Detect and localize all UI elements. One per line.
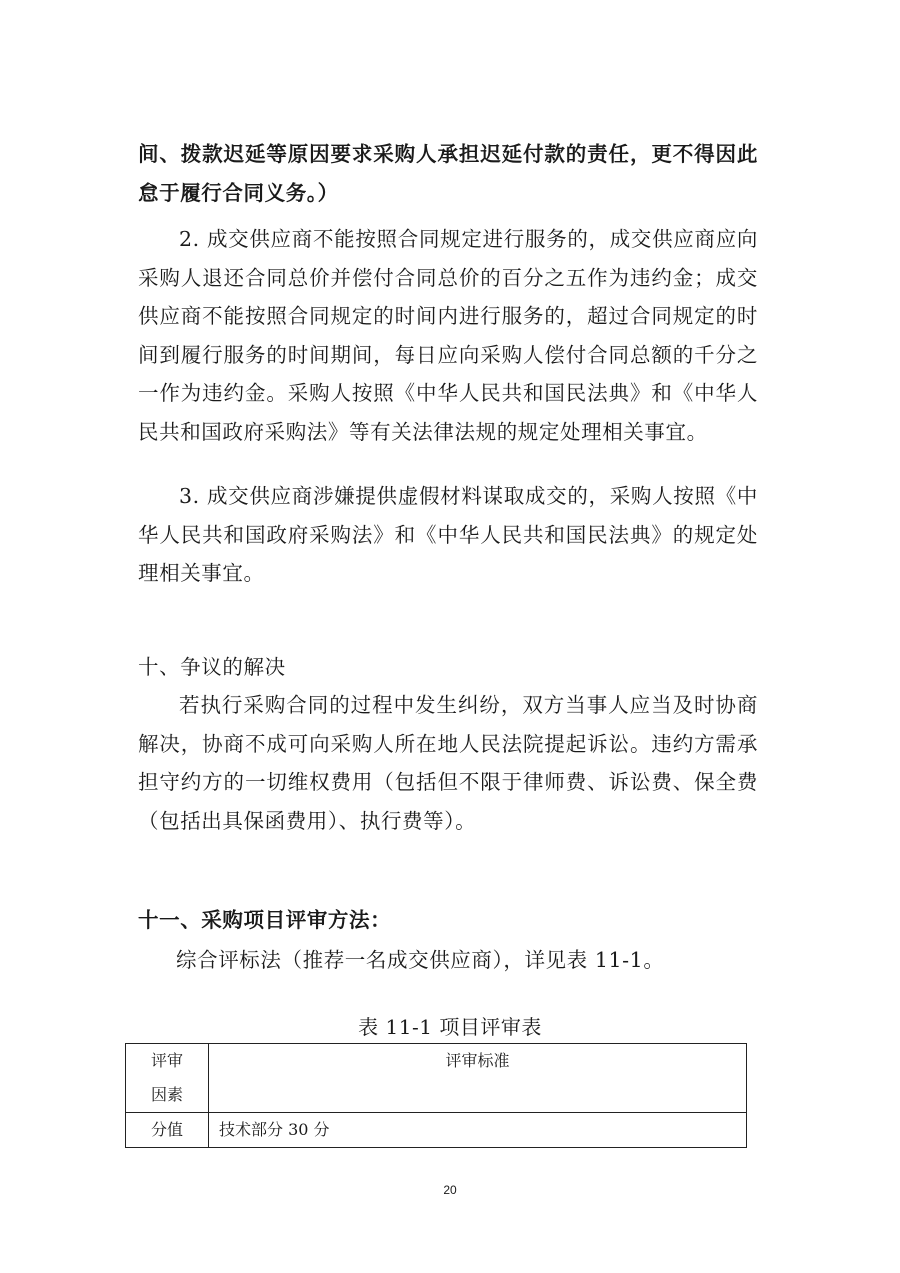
item-2-paragraph: 2. 成交供应商不能按照合同规定进行服务的，成交供应商应向采购人退还合同总价并偿付合同总价的百分之五作为违约金；成交供应商不能按照合同规定的时间内进行服务的，超过合同规定的时间到履行服务的时间期间，每日应向采购人偿付合同总额的千分之一作为违约金。采购人按照《中华人民共和国民法典》和《中华人民共和国政府采购法》等有关法律法规的规定处理相关事宜。 xyxy=(138,227,758,444)
continuation-paragraph: 间、拨款迟延等原因要求采购人承担迟延付款的责任，更不得因此怠于履行合同义务。） xyxy=(138,142,758,205)
table-header-row xyxy=(126,1044,747,1113)
header-standard-cell: 评审标准 xyxy=(209,1044,747,1113)
table-caption: 表 11-1 项目评审表 xyxy=(358,1015,542,1039)
table-row xyxy=(126,1113,747,1148)
section-10-heading: 十、争议的解决 xyxy=(138,655,286,679)
header-factor-line2: 因素 xyxy=(150,1085,183,1104)
header-factor-cell xyxy=(126,1044,209,1113)
section-11-heading: 十一、采购项目评审方法： xyxy=(138,908,392,932)
section-11-body: 综合评标法（推荐一名成交供应商），详见表 11-1。 xyxy=(176,948,665,972)
page-number: 20 xyxy=(443,1183,457,1197)
evaluation-table xyxy=(125,1043,747,1148)
item-3-paragraph: 3. 成交供应商涉嫌提供虚假材料谋取成交的，采购人按照《中华人民共和国政府采购法》和《中华人民共和国民法典》的规定处理相关事宜。 xyxy=(138,484,758,585)
score-value-cell: 技术部分 30 分 xyxy=(209,1113,747,1148)
score-label-cell: 分值 xyxy=(126,1113,209,1148)
section-10-body: 若执行采购合同的过程中发生纠纷，双方当事人应当及时协商解决，协商不成可向采购人所在地人民法院提起诉讼。违约方需承担守约方的一切维权费用（包括但不限于律师费、诉讼费、保全费（包括出具保函费用）、执行费等）。 xyxy=(138,693,758,833)
header-factor-line1: 评审 xyxy=(150,1051,183,1070)
